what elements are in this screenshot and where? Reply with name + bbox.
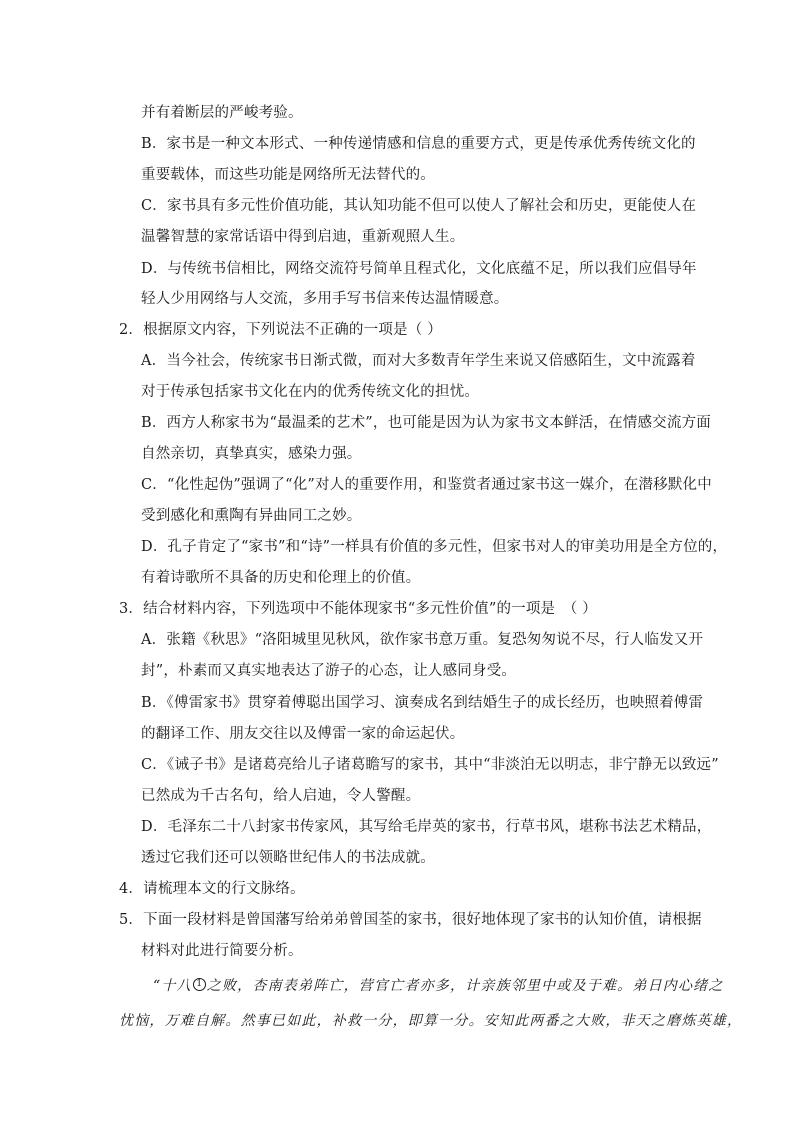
option-2d-continuation: 有着诗歌所不具备的历史和伦理上的价值。 [141,570,421,586]
option-2d: D．孔子肯定了“家书”和“诗”一样具有价值的多元性，但家书对人的审美功用是全方位的， [141,539,728,555]
option-3a-continuation: 封”，朴素而又真实地表达了游子的心态，让人感同身受。 [141,663,517,679]
question-4: 4．请梳理本文的行文脉络。 [119,881,305,897]
option-2a-continuation: 对于传承包括家书文化在内的优秀传统文化的担忧。 [141,384,480,400]
option-3d: D．毛泽东二十八封家书传家风，其写给毛岸英的家书，行草书风，堪称书法艺术精品， [141,819,712,835]
option-3a: A．张籍《秋思》“洛阳城里见秋风，欲作家书意万重。复恐匆匆说不尽，行人临发又开 [141,632,704,648]
letter-excerpt-start: “十八 [153,978,192,994]
question-5-continuation: 材料对此进行简要分析。 [141,943,303,959]
option-1d: D．与传统书信相比，网络交流符号简单且程式化，文化底蕴不足，所以我们应倡导年 [141,261,697,277]
option-2a: A．当今社会，传统家书日渐式微，而对大多数青年学生来说又倍感陌生，文中流露着 [141,353,696,369]
option-1b-continuation: 重要载体，而这些功能是网络所无法替代的。 [141,167,435,183]
question-5: 5．下面一段材料是曾国藩写给弟弟曾国荃的家书，很好地体现了家书的认知价值，请根据 [119,912,702,928]
option-2c: C．“化性起伪”强调了“化”对人的重要作用，和鉴赏者通过家书这一媒介，在潜移默化中 [141,477,712,493]
letter-excerpt-line-1 [153,976,724,996]
option-1c: C．家书具有多元性价值功能，其认知功能不但可以使人了解社会和历史，更能使人在 [141,198,697,214]
option-2c-continuation: 受到感化和熏陶有异曲同工之妙。 [141,508,362,524]
option-2b: B．西方人称家书为“最温柔的艺术”，也可能是因为认为家书文本鲜活，在情感交流方面 [141,415,711,431]
option-1a-continuation: 并有着断层的严峻考验。 [141,105,303,121]
option-2b-continuation: 自然亲切，真挚真实，感染力强。 [141,446,362,462]
option-3d-continuation: 透过它我们还可以领略世纪伟人的书法成就。 [141,850,435,866]
footnote-marker: 1 [193,978,206,991]
option-1c-continuation: 温馨智慧的家常话语中得到启迪，重新观照人生。 [141,229,465,245]
option-3b: B．《傅雷家书》贯穿着傅聪出国学习、演奏成名到结婚生子的成长经历，也映照着傅雷 [141,695,704,711]
option-1b: B．家书是一种文本形式、一种传递情感和信息的重要方式，更是传承优秀传统文化的 [141,136,696,152]
letter-excerpt-line-2: 忧恼，万难自解。然事已如此，补救一分，即算一分。安知此两番之大败，非天之磨炼英雄， [119,1013,743,1029]
letter-excerpt-rest: 之败，杏南表弟阵亡，营官亡者亦多，计亲族邻里中或及于难。弟日内心绪之 [206,978,724,994]
option-1d-continuation: 轻人少用网络与人交流，多用手写书信来传达温情暖意。 [141,291,509,307]
question-3: 3．结合材料内容，下列选项中不能体现家书“多元性价值”的一项是 （ ） [119,601,597,617]
option-3b-continuation: 的翻译工作、朋友交往以及傅雷一家的命运起伏。 [141,726,465,742]
option-3c-continuation: 已然成为千古名句，给人启迪，令人警醒。 [141,788,421,804]
question-2: 2．根据原文内容，下列说法不正确的一项是（ ） [119,322,442,338]
option-3c: C．《诫子书》是诸葛亮给儿子诸葛瞻写的家书，其中“非淡泊无以明志，非宁静无以致远” [141,757,719,773]
